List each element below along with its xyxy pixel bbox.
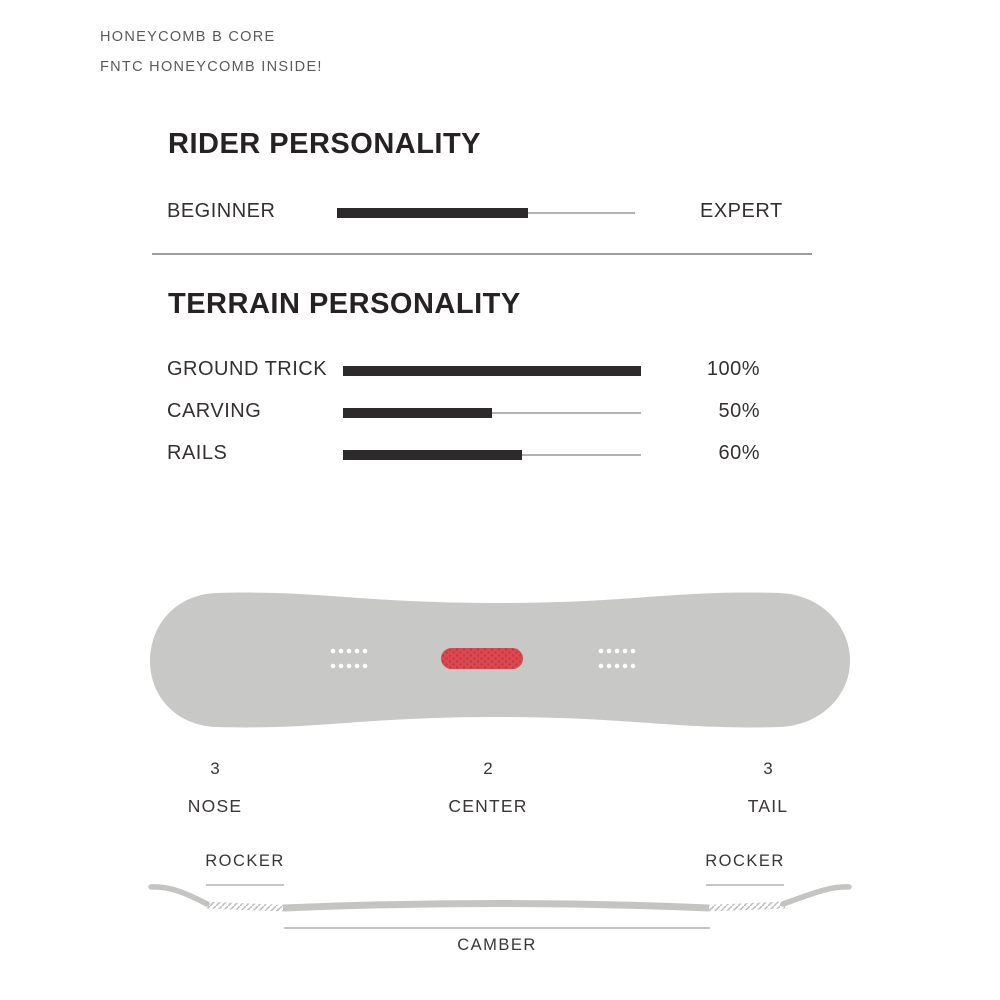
profile-tip-left-icon: [151, 887, 207, 904]
product-note-line1: HONEYCOMB B CORE: [100, 29, 276, 45]
profile-tip-right-icon: [783, 887, 849, 904]
product-note-line2: FNTC HONEYCOMB INSIDE!: [100, 59, 323, 75]
snowboard-side-profile: [140, 876, 860, 938]
terrain-label-carving: CARVING: [167, 400, 262, 422]
flex-zone-center: CENTER: [448, 796, 528, 816]
rocker-hatch-right-icon: [706, 902, 785, 912]
terrain-bar-ground-trick: [343, 366, 641, 376]
terrain-pct-ground-trick: 100%: [706, 358, 760, 380]
flex-value-tail: 3: [763, 759, 773, 778]
flex-value-center: 2: [483, 759, 493, 778]
product-note: [100, 22, 323, 82]
terrain-pct-carving: 50%: [718, 400, 760, 422]
terrain-bar-rails: [343, 450, 641, 460]
section-divider: [152, 253, 812, 255]
rocker-label-right: ROCKER: [705, 852, 785, 870]
center-logo-badge-icon: [441, 648, 523, 669]
rider-scale-label-expert: EXPERT: [700, 200, 783, 222]
rider-level-bar: [337, 208, 635, 218]
flex-zone-tail: TAIL: [747, 796, 789, 816]
rider-scale-label-beginner: BEGINNER: [167, 200, 276, 222]
rocker-hatch-left-icon: [205, 902, 284, 912]
terrain-bar-carving: [343, 408, 641, 418]
flex-value-nose: 3: [210, 759, 220, 778]
snowboard-top-view: [140, 585, 860, 735]
flex-zone-nose: NOSE: [187, 796, 243, 816]
camber-label: CAMBER: [457, 936, 537, 954]
terrain-bar-fill: [343, 408, 492, 418]
terrain-personality-title: TERRAIN PERSONALITY: [168, 288, 521, 320]
terrain-bar-fill: [343, 366, 641, 376]
rider-level-bar-fill: [337, 208, 528, 218]
terrain-label-ground-trick: GROUND TRICK: [167, 358, 328, 380]
terrain-label-rails: RAILS: [167, 442, 228, 464]
terrain-pct-rails: 60%: [718, 442, 760, 464]
rocker-label-left: ROCKER: [205, 852, 285, 870]
terrain-bar-fill: [343, 450, 522, 460]
rider-personality-title: RIDER PERSONALITY: [168, 128, 482, 160]
profile-camber-band-icon: [283, 904, 709, 909]
